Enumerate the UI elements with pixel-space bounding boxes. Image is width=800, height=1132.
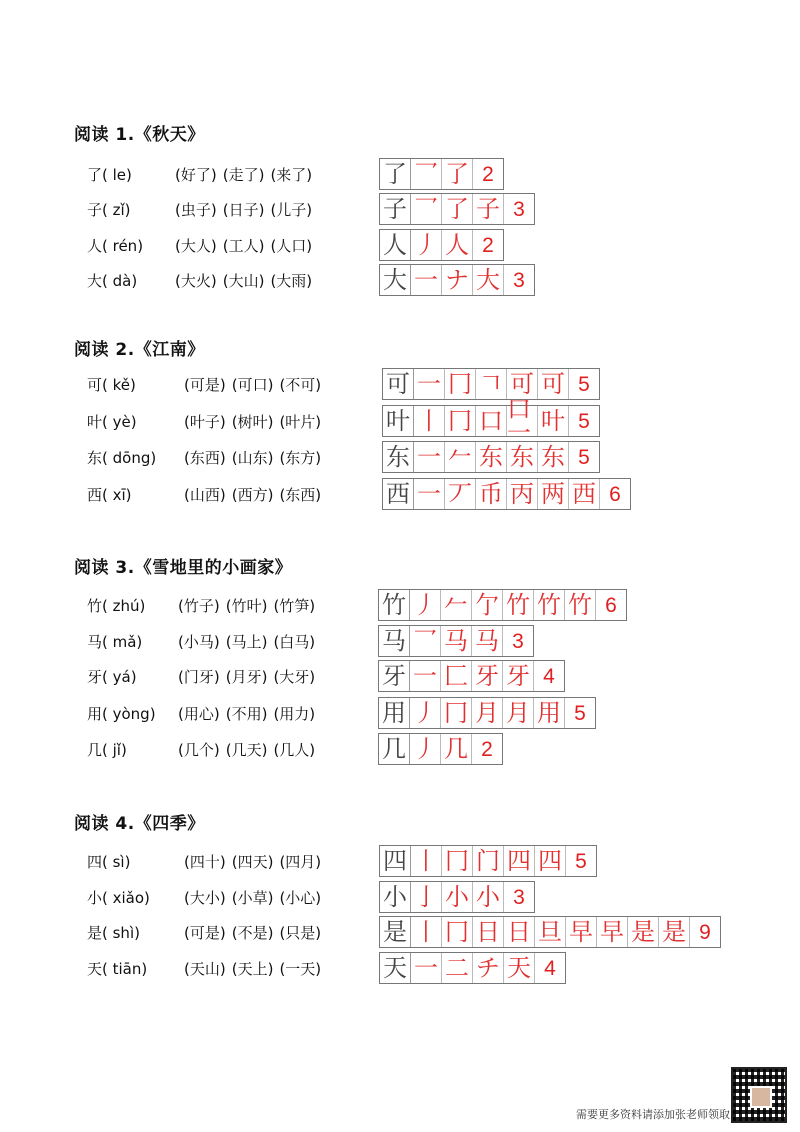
footer-note: 需要更多资料请添加张老师领取: [576, 1108, 730, 1121]
stroke-step-cell: [441, 626, 472, 656]
main-character-cell: 四: [380, 846, 411, 876]
stroke-step-cell: [411, 159, 442, 189]
stroke-count: 6: [596, 590, 627, 620]
stroke-step-glyph: 日: [507, 918, 531, 946]
main-character-cell: 可: [383, 369, 414, 399]
stroke-order-grid: [379, 952, 566, 984]
stroke-step-glyph: 丙: [510, 480, 534, 508]
stroke-step-cell: [535, 917, 566, 947]
stroke-step-glyph: 冂: [445, 847, 469, 875]
word-example: (树叶): [231, 413, 274, 431]
character-pinyin-label: 四( sì): [87, 853, 131, 871]
stroke-step-glyph: 了: [445, 160, 469, 188]
section-title: 阅读 1.《秋天》: [74, 125, 205, 145]
stroke-step-cell: [476, 406, 507, 436]
word-example: (四月): [279, 853, 322, 871]
stroke-count: 5: [569, 406, 600, 436]
stroke-step-glyph: 丨: [414, 847, 438, 875]
stroke-step-cell: [472, 698, 503, 728]
word-examples: [184, 851, 327, 872]
stroke-step-cell: [473, 882, 504, 912]
stroke-step-cell: [507, 479, 538, 509]
stroke-order-grid: [378, 660, 565, 692]
word-example: (用心): [178, 705, 220, 723]
stroke-order-grid: [379, 193, 535, 225]
stroke-step-glyph: 乛: [413, 627, 437, 655]
word-example: (山西): [184, 486, 226, 504]
stroke-order-grid: [379, 264, 535, 296]
stroke-step-cell: [503, 698, 534, 728]
stroke-step-glyph: 冂: [445, 918, 469, 946]
stroke-step-glyph: 乛: [414, 195, 438, 223]
character-pinyin-label: 可( kě): [87, 376, 136, 394]
stroke-step-glyph: 竹: [568, 591, 592, 619]
word-example: (虫子): [175, 201, 217, 219]
stroke-step-cell: [441, 734, 472, 764]
word-example: (竹子): [178, 597, 220, 615]
word-example: (好了): [175, 166, 217, 184]
stroke-step-glyph: 小: [445, 883, 469, 911]
word-example: (小心): [279, 889, 322, 907]
stroke-step-cell: [410, 698, 441, 728]
word-example: (可是): [184, 924, 226, 942]
character-pinyin-label: 人( rén): [87, 237, 144, 255]
character-pinyin-label: 东( dōng): [87, 449, 157, 467]
stroke-count: 5: [569, 442, 600, 472]
stroke-step-cell: [476, 479, 507, 509]
stroke-step-glyph: 东: [541, 443, 565, 471]
main-character-cell: 子: [380, 194, 411, 224]
stroke-count: 3: [503, 626, 534, 656]
word-example: (几天): [225, 741, 268, 759]
stroke-step-cell: [538, 442, 569, 472]
word-example: (白马): [273, 633, 316, 651]
character-pinyin-label: 了( le): [87, 166, 132, 184]
stroke-step-glyph: 𠂉: [444, 591, 468, 619]
character-pinyin-label: 竹( zhú): [87, 597, 146, 615]
stroke-step-glyph: 两: [541, 480, 565, 508]
stroke-step-glyph: 一: [414, 954, 438, 982]
stroke-step-cell: [414, 406, 445, 436]
word-example: (小草): [231, 889, 274, 907]
word-examples: [184, 922, 327, 943]
stroke-order-grid: [378, 697, 596, 729]
main-character-cell: 用: [379, 698, 410, 728]
stroke-step-cell: [445, 406, 476, 436]
stroke-step-glyph: 早: [600, 918, 624, 946]
stroke-step-glyph: 旦: [538, 918, 562, 946]
character-pinyin-label: 是( shì): [87, 924, 140, 942]
stroke-step-cell: [472, 590, 503, 620]
stroke-order-grid: [382, 441, 600, 473]
stroke-order-grid: [382, 478, 631, 510]
stroke-step-cell: [473, 265, 504, 295]
main-character-cell: 人: [380, 230, 411, 260]
stroke-step-cell: [442, 159, 473, 189]
stroke-step-glyph: 是: [662, 918, 686, 946]
stroke-step-glyph: 一: [417, 443, 441, 471]
stroke-count: 6: [600, 479, 631, 509]
main-character-cell: 东: [383, 442, 414, 472]
stroke-step-cell: [473, 953, 504, 983]
section-title: 阅读 2.《江南》: [74, 340, 205, 360]
stroke-step-cell: [504, 917, 535, 947]
stroke-step-glyph: 马: [475, 627, 499, 655]
main-character-cell: 牙: [379, 661, 410, 691]
main-character-cell: 大: [380, 265, 411, 295]
stroke-step-cell: [411, 194, 442, 224]
word-example: (月牙): [225, 668, 268, 686]
stroke-order-grid: [379, 845, 597, 877]
stroke-step-glyph: 一: [417, 370, 441, 398]
word-example: (东西): [279, 486, 322, 504]
word-example: (不用): [225, 705, 268, 723]
word-examples: [184, 374, 327, 395]
stroke-count: 2: [473, 159, 504, 189]
word-example: (大火): [175, 272, 217, 290]
stroke-step-glyph: ナ: [445, 266, 469, 294]
word-example: (几个): [178, 741, 220, 759]
stroke-step-cell: [410, 661, 441, 691]
stroke-step-glyph: 牙: [475, 662, 499, 690]
word-examples: [184, 411, 327, 432]
stroke-count: 4: [535, 953, 566, 983]
stroke-count: 3: [504, 265, 535, 295]
stroke-step-cell: [538, 479, 569, 509]
stroke-step-cell: [445, 369, 476, 399]
word-example: (大山): [222, 272, 265, 290]
stroke-step-glyph: 一: [414, 266, 438, 294]
stroke-step-glyph: 用: [537, 699, 561, 727]
stroke-step-glyph: 可: [510, 370, 534, 398]
main-character-cell: 几: [379, 734, 410, 764]
stroke-step-glyph: 冂: [448, 407, 472, 435]
stroke-step-cell: [566, 917, 597, 947]
stroke-step-glyph: 匚: [444, 662, 468, 690]
stroke-step-glyph: チ: [476, 954, 500, 982]
word-example: (可是): [184, 376, 226, 394]
stroke-step-glyph: 一: [413, 662, 437, 690]
stroke-order-grid: [382, 368, 600, 400]
stroke-step-cell: [507, 442, 538, 472]
stroke-step-cell: [597, 917, 628, 947]
stroke-step-cell: [442, 882, 473, 912]
stroke-step-cell: [445, 442, 476, 472]
main-character-cell: 天: [380, 953, 411, 983]
stroke-step-glyph: 可: [541, 370, 565, 398]
stroke-step-cell: [503, 590, 534, 620]
word-example: (可口): [231, 376, 274, 394]
stroke-step-cell: [442, 265, 473, 295]
character-pinyin-label: 西( xī): [87, 486, 132, 504]
word-example: (东方): [279, 449, 322, 467]
word-example: (用力): [273, 705, 316, 723]
stroke-step-cell: [476, 442, 507, 472]
stroke-order-grid: [379, 158, 504, 190]
word-examples: [178, 595, 321, 616]
word-examples: [184, 887, 327, 908]
stroke-step-cell: [441, 661, 472, 691]
main-character-cell: 西: [383, 479, 414, 509]
main-character-cell: 是: [380, 917, 411, 947]
word-example: (门牙): [178, 668, 220, 686]
word-example: (来了): [270, 166, 313, 184]
stroke-step-cell: [442, 846, 473, 876]
main-character-cell: 竹: [379, 590, 410, 620]
section-title: 阅读 4.《四季》: [74, 814, 205, 834]
stroke-count: 5: [565, 698, 596, 728]
stroke-order-grid: [378, 589, 627, 621]
stroke-step-glyph: 丿: [413, 699, 437, 727]
stroke-step-glyph: 叶: [541, 407, 565, 435]
stroke-count: 3: [504, 194, 535, 224]
stroke-step-cell: [445, 479, 476, 509]
word-example: (马上): [225, 633, 268, 651]
stroke-count: 9: [690, 917, 721, 947]
word-example: (工人): [222, 237, 265, 255]
word-example: (叶片): [279, 413, 322, 431]
stroke-step-glyph: 口: [479, 407, 503, 435]
character-pinyin-label: 马( mǎ): [87, 633, 143, 651]
character-pinyin-label: 大( dà): [87, 272, 138, 290]
stroke-step-cell: [472, 661, 503, 691]
stroke-step-glyph: 丨: [414, 918, 438, 946]
stroke-step-glyph: 人: [445, 231, 469, 259]
stroke-step-glyph: 天: [507, 954, 531, 982]
stroke-step-glyph: 丿: [414, 231, 438, 259]
stroke-step-glyph: 月: [506, 699, 530, 727]
stroke-step-cell: [411, 265, 442, 295]
stroke-step-cell: [441, 698, 472, 728]
stroke-step-cell: [442, 917, 473, 947]
stroke-step-cell: [410, 626, 441, 656]
word-examples: [178, 739, 321, 760]
stroke-step-glyph: 丿: [413, 591, 437, 619]
word-examples: [184, 484, 327, 505]
stroke-step-glyph: 了: [445, 195, 469, 223]
word-example: (竹笋): [273, 597, 316, 615]
stroke-step-cell: [442, 194, 473, 224]
word-example: (叶子): [184, 413, 226, 431]
stroke-step-glyph: 几: [444, 735, 468, 763]
character-pinyin-label: 用( yòng): [87, 705, 156, 723]
character-pinyin-label: 叶( yè): [87, 413, 137, 431]
word-example: (山东): [231, 449, 274, 467]
stroke-step-glyph: 早: [569, 918, 593, 946]
word-example: (大雨): [270, 272, 313, 290]
word-examples: [175, 235, 318, 256]
stroke-step-cell: [538, 369, 569, 399]
word-example: (天上): [231, 960, 274, 978]
stroke-step-cell: [503, 661, 534, 691]
stroke-step-cell: [565, 590, 596, 620]
stroke-step-glyph: 𠃍: [479, 370, 503, 398]
word-examples: [178, 666, 321, 687]
stroke-step-glyph: 口一: [507, 395, 531, 447]
stroke-step-cell: [411, 953, 442, 983]
word-examples: [178, 703, 321, 724]
stroke-count: 5: [569, 369, 600, 399]
stroke-count: 5: [566, 846, 597, 876]
stroke-step-glyph: 二: [445, 954, 469, 982]
stroke-step-glyph: 月: [475, 699, 499, 727]
stroke-step-cell: [659, 917, 690, 947]
stroke-order-grid: [378, 733, 503, 765]
stroke-step-cell: [442, 230, 473, 260]
stroke-step-cell: [476, 369, 507, 399]
word-example: (竹叶): [225, 597, 268, 615]
stroke-step-glyph: 竹: [537, 591, 561, 619]
stroke-step-glyph: 币: [479, 480, 503, 508]
stroke-step-cell: [414, 479, 445, 509]
character-pinyin-label: 牙( yá): [87, 668, 137, 686]
stroke-order-grid: [379, 916, 721, 948]
stroke-order-grid: [379, 881, 535, 913]
stroke-step-glyph: 冂: [444, 699, 468, 727]
main-character-cell: 小: [380, 882, 411, 912]
word-example: (小马): [178, 633, 220, 651]
stroke-step-glyph: 东: [479, 443, 503, 471]
stroke-step-cell: [410, 734, 441, 764]
stroke-step-glyph: 四: [507, 847, 531, 875]
stroke-step-glyph: 日: [476, 918, 500, 946]
stroke-step-glyph: 一: [417, 480, 441, 508]
stroke-step-glyph: 竹: [506, 591, 530, 619]
stroke-step-glyph: 马: [444, 627, 468, 655]
stroke-step-glyph: 亅: [414, 883, 438, 911]
word-example: (不可): [279, 376, 322, 394]
word-example: (日子): [222, 201, 265, 219]
word-example: (走了): [222, 166, 265, 184]
character-pinyin-label: 天( tiān): [87, 960, 148, 978]
stroke-step-cell: [411, 917, 442, 947]
qr-code-image: [731, 1067, 787, 1123]
word-example: (四十): [184, 853, 226, 871]
stroke-step-glyph: 乛: [414, 160, 438, 188]
word-examples: [175, 270, 318, 291]
stroke-step-cell: [507, 395, 538, 447]
stroke-step-glyph: 门: [476, 847, 500, 875]
stroke-step-cell: [411, 230, 442, 260]
stroke-count: 3: [504, 882, 535, 912]
stroke-step-glyph: 小: [476, 883, 500, 911]
stroke-order-grid: [382, 395, 600, 447]
stroke-step-cell: [628, 917, 659, 947]
word-examples: [184, 447, 327, 468]
stroke-step-cell: [504, 846, 535, 876]
stroke-step-glyph: 牙: [506, 662, 530, 690]
main-character-cell: 叶: [383, 406, 414, 436]
word-example: (东西): [184, 449, 226, 467]
stroke-order-grid: [379, 229, 504, 261]
stroke-step-cell: [414, 369, 445, 399]
stroke-step-cell: [473, 917, 504, 947]
stroke-step-glyph: 子: [476, 195, 500, 223]
stroke-step-cell: [569, 479, 600, 509]
word-example: (天山): [184, 960, 226, 978]
stroke-step-cell: [473, 846, 504, 876]
stroke-step-cell: [535, 846, 566, 876]
word-example: (几人): [273, 741, 316, 759]
word-example: (人口): [270, 237, 313, 255]
stroke-step-cell: [410, 590, 441, 620]
word-example: (大小): [184, 889, 226, 907]
word-example: (不是): [231, 924, 274, 942]
character-pinyin-label: 子( zǐ): [87, 201, 131, 219]
stroke-order-grid: [378, 625, 534, 657]
word-examples: [184, 958, 327, 979]
stroke-step-glyph: 丆: [448, 480, 472, 508]
stroke-step-glyph: 冂: [448, 370, 472, 398]
word-example: (西方): [231, 486, 274, 504]
stroke-step-glyph: 西: [572, 480, 596, 508]
stroke-count: 2: [472, 734, 503, 764]
stroke-step-glyph: 丨: [417, 407, 441, 435]
stroke-step-cell: [414, 442, 445, 472]
word-example: (只是): [279, 924, 322, 942]
stroke-count: 4: [534, 661, 565, 691]
word-example: (四天): [231, 853, 274, 871]
character-pinyin-label: 小( xiǎo): [87, 889, 150, 907]
stroke-step-glyph: 四: [538, 847, 562, 875]
stroke-step-cell: [472, 626, 503, 656]
stroke-step-cell: [411, 846, 442, 876]
stroke-step-cell: [534, 698, 565, 728]
stroke-step-cell: [441, 590, 472, 620]
main-character-cell: 马: [379, 626, 410, 656]
word-examples: [175, 199, 318, 220]
stroke-step-glyph: 𠂉: [448, 443, 472, 471]
stroke-step-glyph: 是: [631, 918, 655, 946]
main-character-cell: 了: [380, 159, 411, 189]
word-example: (大牙): [273, 668, 316, 686]
stroke-step-glyph: 大: [476, 266, 500, 294]
stroke-step-cell: [538, 406, 569, 436]
stroke-count: 2: [473, 230, 504, 260]
character-pinyin-label: 几( jǐ): [87, 741, 127, 759]
stroke-step-cell: [534, 590, 565, 620]
section-title: 阅读 3.《雪地里的小画家》: [74, 558, 293, 578]
word-examples: [178, 631, 321, 652]
word-example: (儿子): [270, 201, 313, 219]
word-examples: [175, 164, 318, 185]
word-example: (大人): [175, 237, 217, 255]
stroke-step-cell: [504, 953, 535, 983]
word-example: (一天): [279, 960, 322, 978]
stroke-step-cell: [473, 194, 504, 224]
stroke-step-glyph: 东: [510, 443, 534, 471]
stroke-step-cell: [442, 953, 473, 983]
stroke-step-cell: [411, 882, 442, 912]
stroke-step-glyph: 丿: [413, 735, 437, 763]
stroke-step-glyph: 亇: [475, 591, 499, 619]
